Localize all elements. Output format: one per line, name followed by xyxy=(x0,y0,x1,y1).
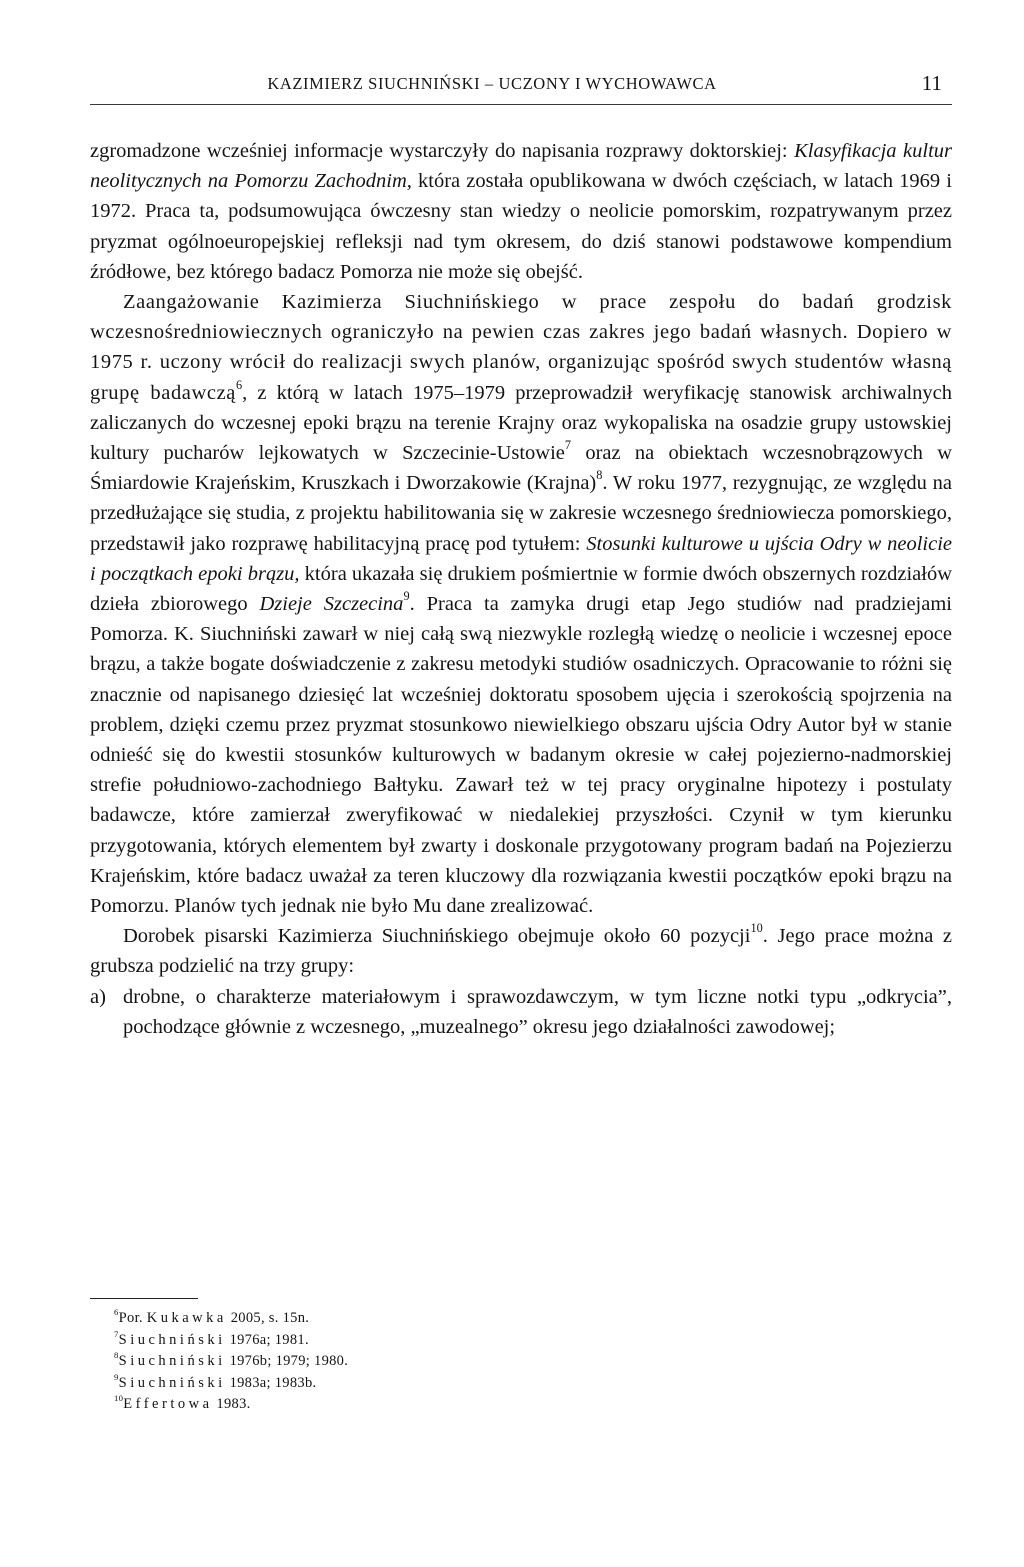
footnote: $^9$Siuchniński 1983a; 1983b. xyxy=(114,1371,317,1391)
footnote-author: Siuchniński xyxy=(118,1353,226,1369)
footnote-ref-7[interactable]: 7 xyxy=(564,438,572,453)
book-title: Klasyfikacja kultur neolitycznych na Pomorzu Zachodnim, xyxy=(90,140,952,193)
footnote: $^8$Siuchniński 1976b; 1979; 1980. xyxy=(114,1350,349,1369)
running-title: KAZIMIERZ SIUCHNIŃSKI – UCZONY I WYCHOWAWCA xyxy=(267,74,717,93)
page-header xyxy=(90,70,952,105)
book-title: Dzieje Szczecina xyxy=(259,593,404,616)
footnote: $^7$Siuchniński 1976a; 1981. xyxy=(114,1328,309,1348)
footnote-divider xyxy=(90,1298,198,1299)
paragraph-2: Zaangażowanie Kazimierza Siuchnińskiego w prace zespołu do badań grodzisk wczesnośredniowiecznych ograniczyło na pewien czas zakres jego badań własnych. Dopiero w 1975 r. uczony wrócił do realizacji swych planów, organizując spośród swych studentów własną grupę badawczą$^6$, z którą w latach 1975–1979 przeprowadził weryfikację stanowisk archiwalnych zaliczanych do wczesnej epoki brązu na terenie Krajny oraz wykopaliska na osadzie grupy ustowskiej kultury pucharów lejkowatych w Szczecinie-Ustowie$^7$ oraz na obiektach wczesnobrązowych w Śmiardowie Krajeńskim, Kruszkach i Dworzakowie (Krajna)$^8$. W roku 1977, rezygnując, ze względu na przedłużające się studia, z projektu habilitowania się w zakresie wczesnego średniowiecza pomorskiego, przedstawił jako rozprawę habilitacyjną pracę pod tytułem: Stosunki kulturowe u ujścia Odry w neolicie i początkach epoki brązu, która ukazała się drukiem pośmiertnie w formie dwóch obszernych rozdziałów dzieła zbiorowego Dzieje Szczecina$^9$. Praca ta zamyka drugi etap Jego studiów nad pradziejami Pomorza. K. Siuchniński zawarł w niej całą swą niezwykle rozległą wiedzę o neolicie i wczesnej epoce brązu, a także bogate doświadczenie z zakresu metodyki studiów osadniczych. Opracowanie to różni się znacznie od napisanego dziesięć lat wcześniej doktoratu sposobem ujęcia i szerokością spojrzenia na problem, dzięki czemu przez pryzmat stosunkowo niewielkiego obszaru ujścia Odry Autor był w stanie odnieść się do kwestii stosunków kulturowych w badanym okresie w całej pojezierno-nadmorskiej strefie południowo-zachodniego Bałtyku. Zawarł też w tej pracy oryginalne hipotezy i postulaty badawcze, które zamierzał zweryfikować w niedalekiej przyszłości. Czynił w tym kierunku przygotowania, których elementem był zwarty i doskonale przygotowany program badań na Pojezierzu Krajeńskim, które badacz uważał za teren kluczowy dla rozwiązania kwestii początków epoki brązu na Pomorzu. Planów tych jednak nie było Mu dane zrealizować. xyxy=(90,291,952,918)
list-item xyxy=(90,982,952,1042)
paragraph-3: Dorobek pisarski Kazimierza Siuchnińskiego obejmuje około 60 pozycji$^{10}$. Jego prace można z grubsza podzielić na trzy grupy: xyxy=(90,921,952,978)
footnote-author: Effertowa xyxy=(123,1396,213,1412)
footnotes xyxy=(114,1308,714,1416)
footnote-ref-9[interactable]: 9 xyxy=(403,589,410,604)
footnote: $^{10}$Effertowa 1983. xyxy=(114,1393,251,1412)
paragraph-1: zgromadzone wcześniej informacje wystarczyły do napisania rozprawy doktorskiej: Klasyfikacja kultur neolitycznych na Pomorzu Zachodnim, która została opublikowana w dwóch częściach, w latach 1969 i 1972. Praca ta, podsumowująca ówczesny stan wiedzy o neolicie pomorskim, rozpatrywanym przez pryzmat ogólnoeuropejskiej refleksji nad tym okresem, do dziś stanowi podstawowe kompendium źródłowe, bez którego badacz Pomorza nie może się obejść. xyxy=(90,140,953,283)
footnote-author: Kukawka xyxy=(146,1310,227,1326)
body-text xyxy=(90,136,952,1042)
page-number: 11 xyxy=(921,71,942,95)
footnote-author: Siuchniński xyxy=(118,1331,226,1348)
footnote-ref-10[interactable]: 10 xyxy=(750,921,763,936)
footnote-ref-6[interactable]: 6 xyxy=(236,377,243,392)
footnote: $^6$Por. Kukawka 2005, s. 15n. xyxy=(114,1307,310,1326)
list-item-text: drobne, o charakterze materiałowym i sprawozdawczym, w tym liczne notki typu „odkrycia”, pochodzące głównie z wczesnego, „muzealnego” okresu jego działalności zawodowej; xyxy=(123,985,952,1038)
footnote-ref-8[interactable]: 8 xyxy=(596,468,603,483)
footnote-author: Siuchniński xyxy=(118,1374,226,1391)
thesis-title: Stosunki kulturowe u ujścia Odry w neolicie i początkach epoki brązu, xyxy=(90,532,952,585)
list-marker: a) xyxy=(90,985,106,1008)
